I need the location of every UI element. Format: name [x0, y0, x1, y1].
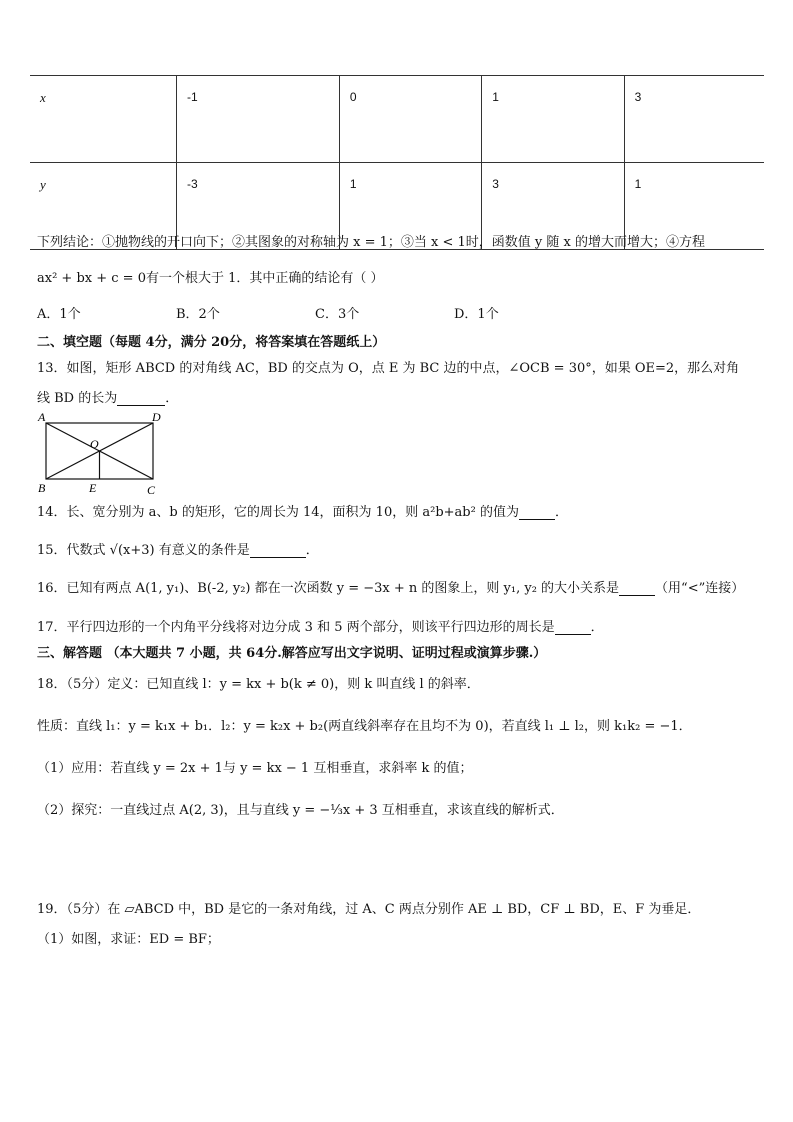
- q12-option-a: A．1个: [37, 307, 81, 322]
- table-row: [30, 76, 764, 163]
- q16: [37, 577, 744, 596]
- q18-part2: （2）探究：一直线过点 A(2, 3)，且与直线 y = −⅓x + 3 互相垂直，求该直线的解析式．: [37, 803, 564, 818]
- answer-blank: [619, 582, 655, 596]
- q17-end: ．: [590, 620, 604, 635]
- q13-line2-text: 线 BD 的长为: [37, 391, 118, 406]
- q17: [37, 616, 604, 635]
- q13-line2-end: ．: [165, 391, 179, 406]
- q17-text: 17．平行四边形的一个内角平分线将对边分成 3 和 5 两个部分，则该平行四边形的周长是: [37, 620, 555, 635]
- label-d: D: [152, 410, 161, 424]
- answer-blank: [250, 544, 306, 558]
- table-row-label: y: [30, 163, 177, 250]
- q15-end: ．: [305, 543, 319, 558]
- q16-end: （用“<”连接）: [655, 581, 745, 596]
- q19-part1: （1）如图，求证：ED = BF；: [37, 932, 220, 947]
- q18-property: 性质：直线 l₁：y = k₁x + b₁．l₂：y = k₂x + b₂(两直线斜率存在且均不为 0)，若直线 l₁ ⊥ l₂，则 k₁k₂ = −1．: [37, 719, 692, 734]
- q12-option-d: D．1个: [454, 307, 499, 322]
- q18-part1: （1）应用：若直线 y = 2x + 1与 y = kx − 1 互相垂直，求斜率 k 的值；: [37, 761, 473, 776]
- table-cell: 1: [624, 163, 764, 250]
- q12-equation-line: ax² + bx + c = 0有一个根大于 1．其中正确的结论有（ ）: [37, 271, 384, 286]
- table-row-label: x: [30, 76, 177, 163]
- q12-option-b: B．2个: [176, 307, 220, 322]
- section2-heading: 二、填空题（每题 4分，满分 20分，将答案填在答题纸上）: [37, 335, 386, 350]
- q16-text: 16．已知有两点 A(1, y₁)、B(-2, y₂) 都在一次函数 y = −3x + n 的图象上，则 y₁, y₂ 的大小关系是: [37, 581, 620, 596]
- label-c: C: [147, 483, 156, 497]
- q18-definition: 18．（5分）定义：已知直线 l：y = kx + b(k ≠ 0)，则 k 叫直线 l 的斜率．: [37, 677, 480, 692]
- table-cell: -1: [177, 76, 340, 163]
- label-e: E: [89, 481, 97, 495]
- answer-blank: [117, 392, 165, 406]
- section3-heading: 三、解答题 （本大题共 7 小题，共 64分.解答应写出文字说明、证明过程或演算步骤.）: [37, 646, 547, 661]
- q13-line2: [37, 387, 178, 406]
- table-cell: 1: [482, 76, 624, 163]
- q13-line1: 13．如图，矩形 ABCD 的对角线 AC，BD 的交点为 O，点 E 为 BC 边的中点，∠OCB = 30°，如果 OE=2，那么对角: [37, 361, 740, 376]
- xy-value-table: [30, 75, 764, 250]
- label-a: A: [38, 410, 46, 424]
- answer-blank: [555, 621, 591, 635]
- table-cell: 1: [339, 163, 481, 250]
- table-cell: 3: [624, 76, 764, 163]
- table-cell: 3: [482, 163, 624, 250]
- rectangle-abcd-figure: [34, 408, 164, 498]
- label-o: O: [90, 437, 99, 451]
- q14-end: ．: [554, 505, 568, 520]
- answer-blank: [519, 506, 555, 520]
- q12-conclusions: 下列结论：①抛物线的开口向下；②其图象的对称轴为 x = 1；③当 x < 1时，函数值 y 随 x 的增大而增大；④方程: [37, 235, 705, 250]
- table-cell: -3: [177, 163, 340, 250]
- q12-option-c: C．3个: [315, 307, 360, 322]
- table-cell: 0: [339, 76, 481, 163]
- label-b: B: [38, 481, 46, 495]
- q15: [37, 539, 319, 558]
- q19-text: 19．（5分）在 ▱ABCD 中，BD 是它的一条对角线，过 A、C 两点分别作 AE ⊥ BD，CF ⊥ BD，E、F 为垂足．: [37, 902, 701, 917]
- q14: [37, 501, 568, 520]
- q15-text: 15．代数式 √(x+3) 有意义的条件是: [37, 543, 250, 558]
- q14-text: 14．长、宽分别为 a、b 的矩形，它的周长为 14，面积为 10，则 a²b+ab² 的值为: [37, 505, 519, 520]
